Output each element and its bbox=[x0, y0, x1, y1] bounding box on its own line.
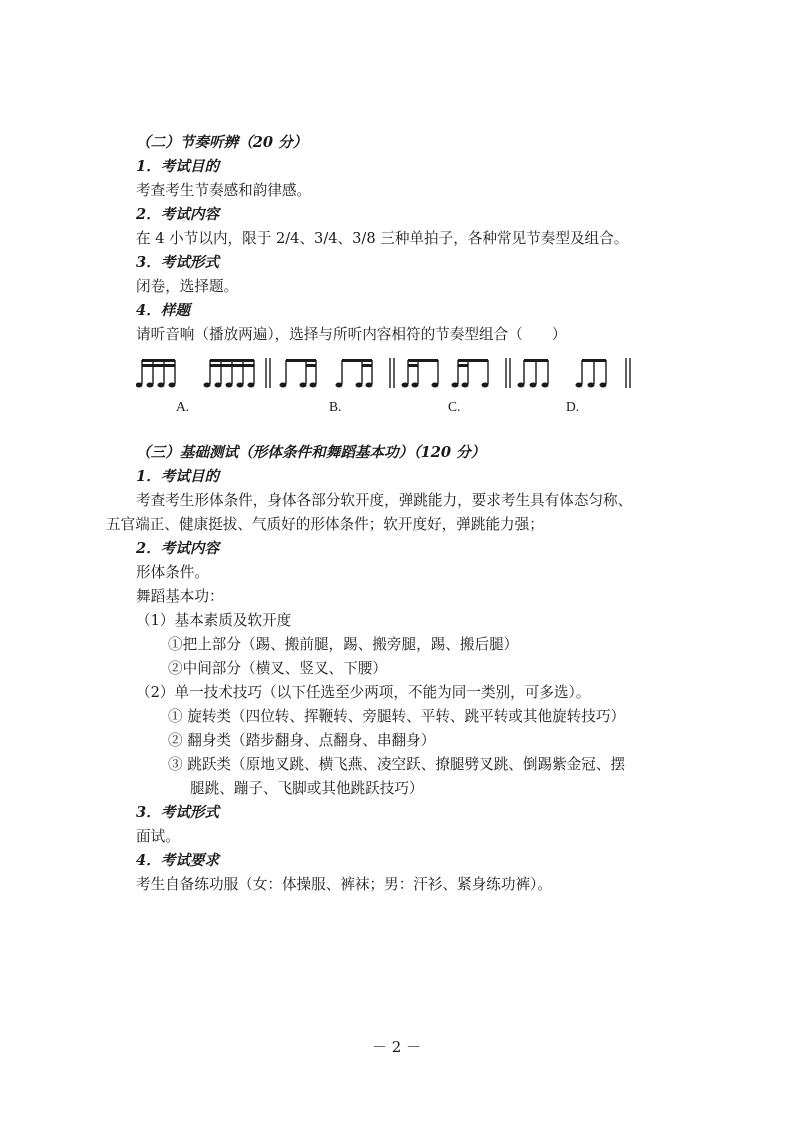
option-b-label: B. bbox=[329, 399, 342, 414]
section-3-text-2g: ① 旋转类（四位转、挥鞭转、旁腿转、平转、跳平转或其他旋转技巧） bbox=[168, 708, 626, 725]
section-3-text-1b: 五官端正、健康挺拔、气质好的形体条件；软开度好，弹跳能力强； bbox=[106, 516, 544, 533]
section-3-text-2j: 腿跳、蹦子、飞脚或其他跳跃技巧） bbox=[190, 780, 424, 797]
option-a-label: A. bbox=[176, 399, 190, 414]
rhythm-option-a bbox=[136, 358, 270, 388]
section-3-heading-3: 3．考试形式 bbox=[136, 804, 220, 821]
section-3-text-4: 考生自备练功服（女：体操服、裤袜；男：汗衫、紧身练功裤）。 bbox=[136, 876, 552, 893]
section-3-text-2h: ② 翻身类（踏步翻身、点翻身、串翻身） bbox=[168, 732, 436, 749]
section-2-title: （二）节奏听辨（20 分） bbox=[136, 134, 308, 151]
section-3-text-2b: 舞蹈基本功： bbox=[136, 588, 224, 605]
section-3-text-2e: ②中间部分（横叉、竖叉、下腰） bbox=[168, 660, 387, 677]
section-2-heading-3: 3．考试形式 bbox=[136, 254, 220, 271]
rhythm-option-b bbox=[280, 358, 395, 388]
page-number: － 2 － bbox=[371, 1038, 422, 1056]
section-3-text-2c: （1）基本素质及软开度 bbox=[136, 612, 292, 629]
section-2-heading-1: 1．考试目的 bbox=[136, 158, 220, 175]
section-2-heading-4: 4．样题 bbox=[136, 302, 190, 319]
section-3-text-2d: ①把上部分（踢、搬前腿，踢、搬旁腿，踢、搬后腿） bbox=[168, 636, 519, 653]
rhythm-notation-figure bbox=[136, 358, 646, 392]
section-3-title: （三）基础测试（形体条件和舞蹈基本功）（120 分） bbox=[136, 444, 486, 461]
rhythm-option-d bbox=[518, 358, 631, 388]
section-3-text-3: 面试。 bbox=[136, 828, 180, 845]
section-2-text-3: 闭卷，选择题。 bbox=[136, 278, 239, 295]
section-2-heading-2: 2．考试内容 bbox=[136, 206, 220, 223]
section-2-text-1: 考查考生节奏感和韵律感。 bbox=[136, 182, 312, 199]
section-2-text-2: 在 4 小节以内，限于 2/4、3/4、3/8 三种单拍子，各种常见节奏型及组合。 bbox=[136, 230, 629, 247]
section-3-text-2i: ③ 跳跃类（原地叉跳、横飞燕、凌空跃、撩腿劈叉跳、倒踢紫金冠、摆 bbox=[168, 756, 626, 773]
section-3-heading-2: 2．考试内容 bbox=[136, 540, 220, 557]
section-3-text-1a: 考查考生形体条件，身体各部分软开度，弹跳能力，要求考生具有体态匀称、 bbox=[136, 492, 633, 509]
option-c-label: C. bbox=[448, 399, 461, 414]
section-2-text-4: 请听音响（播放两遍），选择与所听内容相符的节奏型组合（ ） bbox=[136, 326, 567, 343]
section-3-heading-4: 4．考试要求 bbox=[136, 852, 220, 869]
rhythm-option-c bbox=[402, 358, 511, 388]
section-3-text-2f: （2）单一技术技巧（以下任选至少两项，不能为同一类别，可多选）。 bbox=[136, 684, 591, 701]
option-d-label: D. bbox=[566, 399, 580, 414]
section-3-heading-1: 1．考试目的 bbox=[136, 468, 220, 485]
section-3-text-2a: 形体条件。 bbox=[136, 564, 209, 581]
